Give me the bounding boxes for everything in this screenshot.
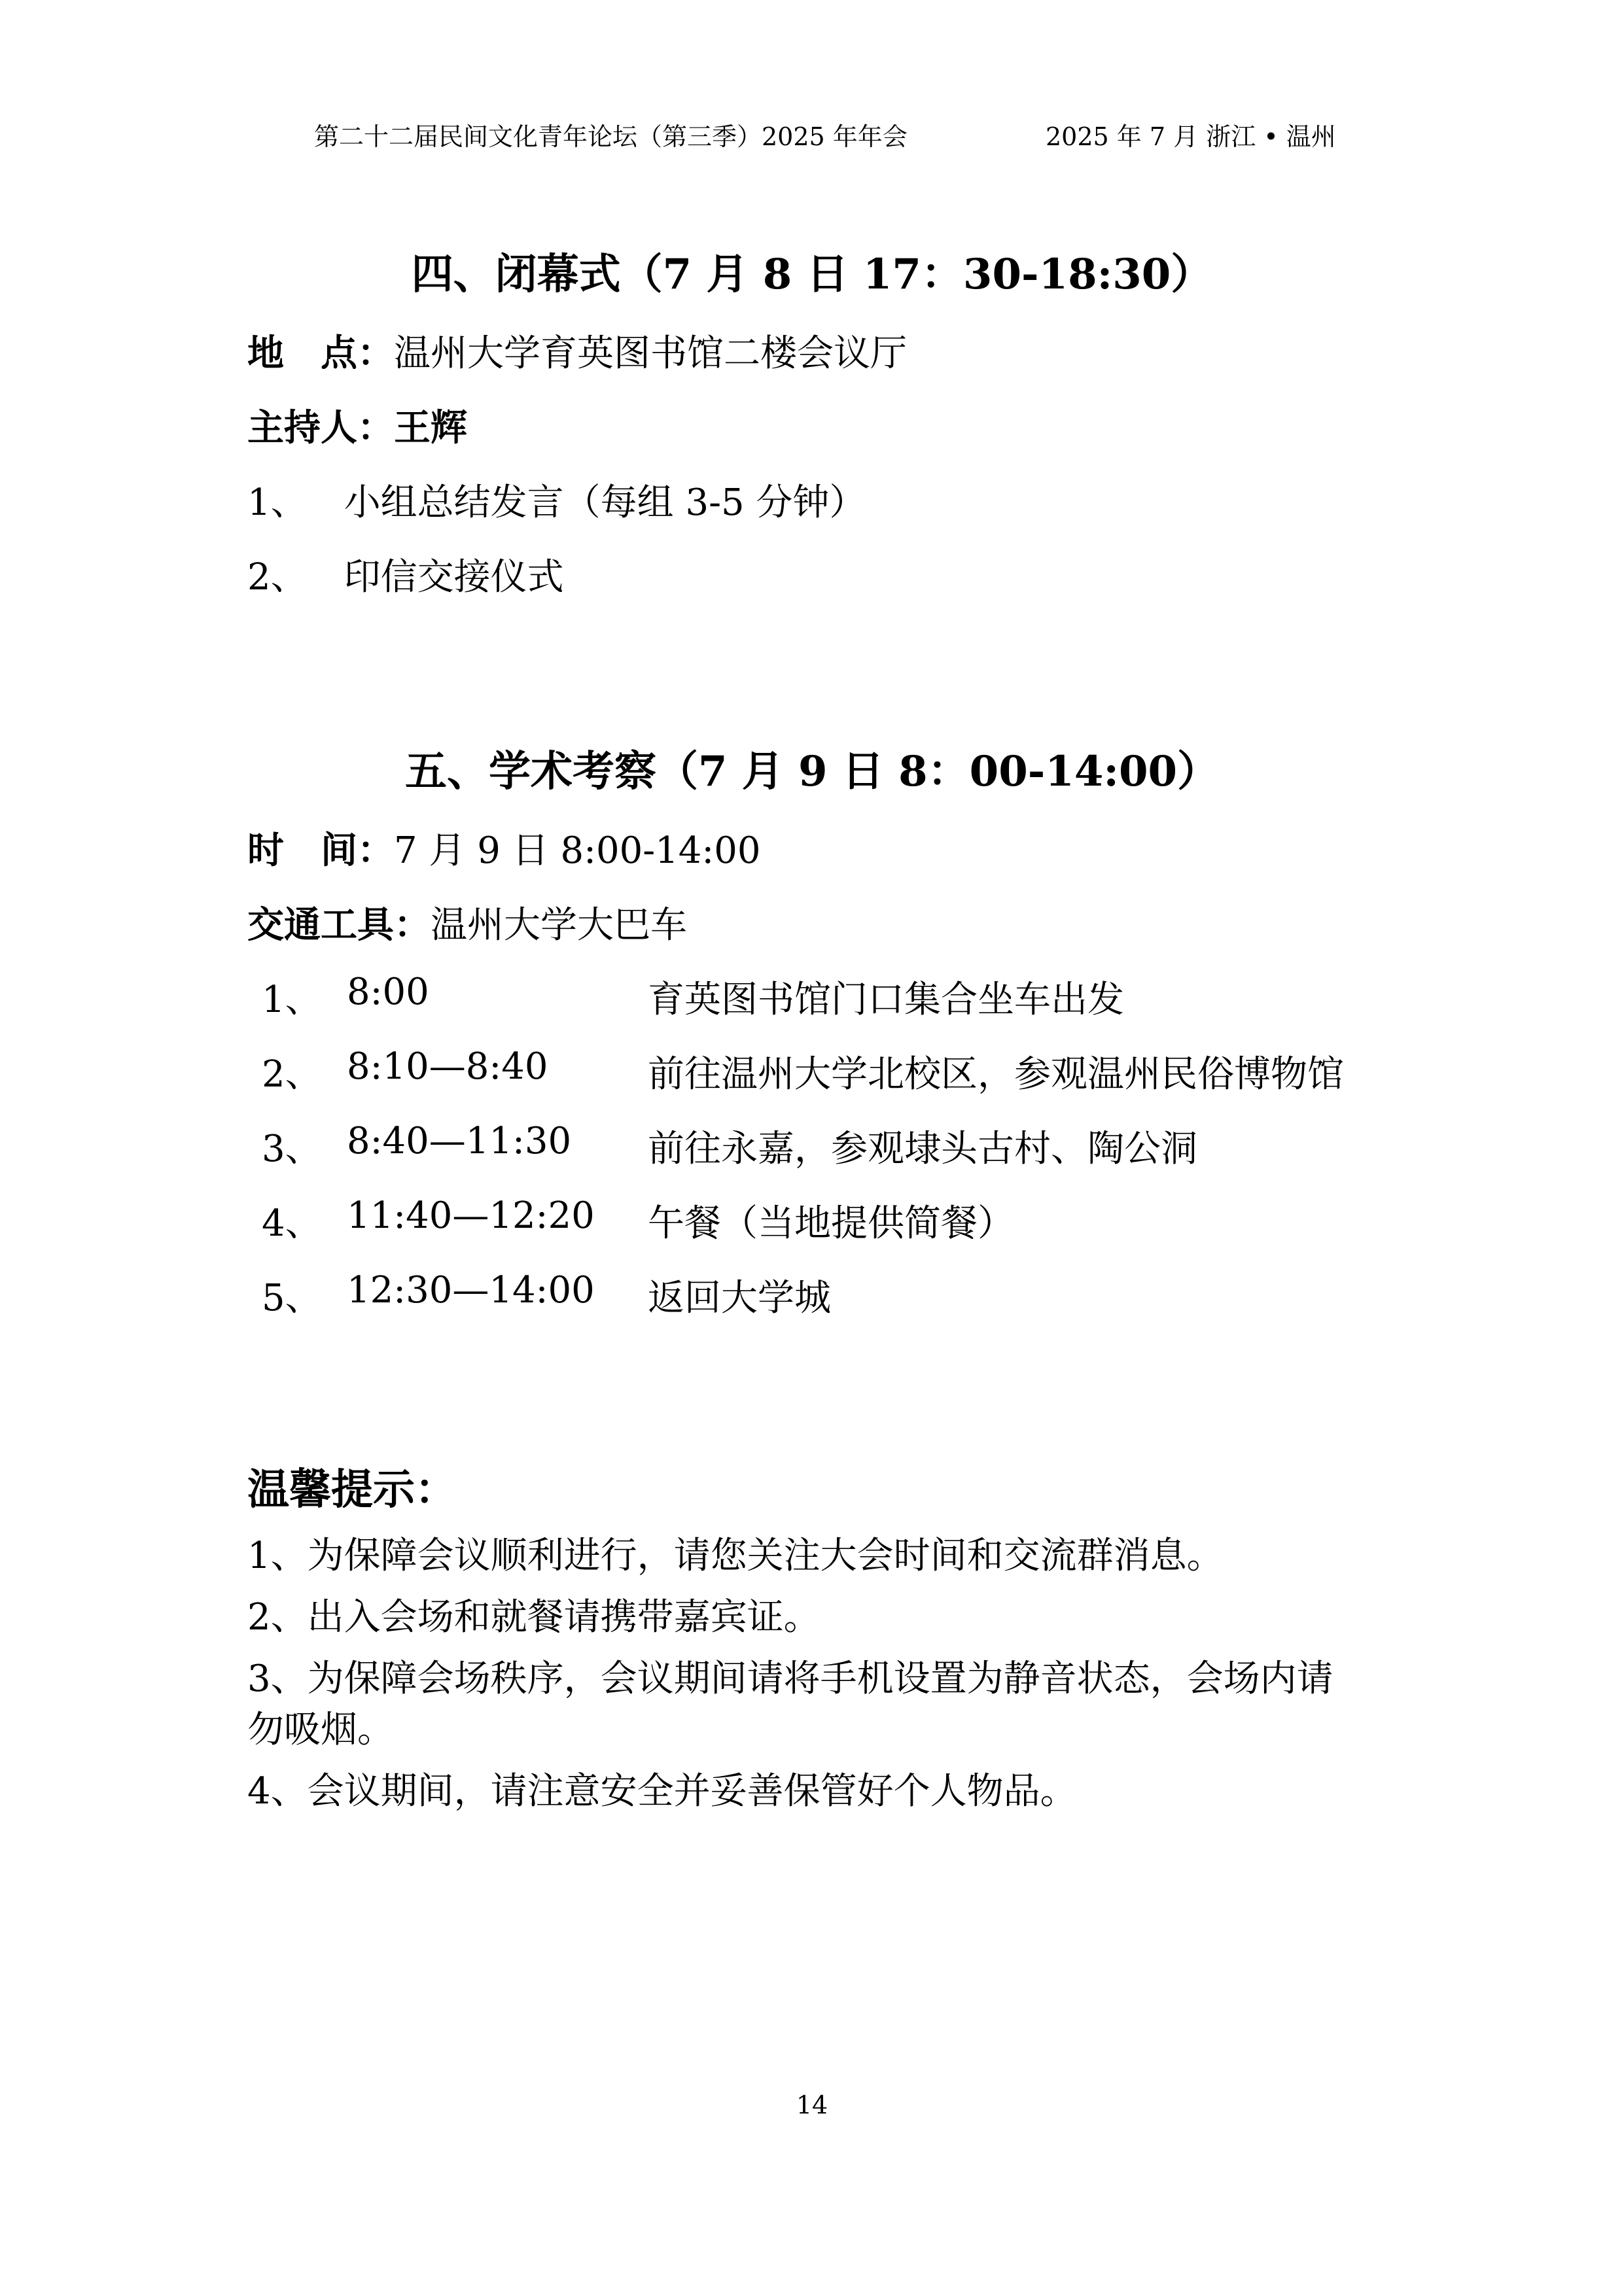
schedule-number: 3、 <box>262 1128 322 1170</box>
schedule-time: 8:00 <box>347 971 429 1013</box>
schedule-time: 11:40—12:20 <box>347 1194 595 1237</box>
schedule-time: 8:40—11:30 <box>347 1120 572 1162</box>
closing-location-label: 地 点： <box>247 332 394 375</box>
tip-item: 1、为保障会议顺利进行，请您关注大会时间和交流群消息。 <box>247 1535 1224 1577</box>
schedule-time: 12:30—14:00 <box>347 1269 595 1312</box>
schedule-number: 4、 <box>262 1202 322 1245</box>
tip-item: 2、出入会场和就餐请携带嘉宾证。 <box>247 1596 821 1639</box>
closing-host-row <box>247 399 467 451</box>
closing-item-text: 印信交接仪式 <box>344 556 564 599</box>
closing-item-number: 2、 <box>247 556 308 599</box>
schedule-description: 前往永嘉，参观埭头古村、陶公洞 <box>648 1128 1197 1170</box>
field-trip-transport-row <box>247 896 687 948</box>
field-trip-time-label: 时 间： <box>247 829 394 872</box>
closing-item-1 <box>247 474 866 526</box>
header-date-location: 2025 年 7 月 浙江 • 温州 <box>1046 122 1336 151</box>
closing-location-value: 温州大学育英图书馆二楼会议厅 <box>394 332 907 375</box>
schedule-number: 5、 <box>262 1277 322 1319</box>
tip-item: 3、为保障会场秩序，会议期间请将手机设置为静音状态，会场内请 <box>247 1658 1333 1700</box>
header-title: 第二十二届民间文化青年论坛（第三季）2025 年年会 <box>314 122 908 151</box>
closing-item-2 <box>247 548 564 600</box>
field-trip-time-value: 7 月 9 日 8:00-14:00 <box>394 829 761 872</box>
field-trip-transport-label: 交通工具： <box>247 903 431 947</box>
tip-item: 4、会议期间，请注意安全并妥善保管好个人物品。 <box>247 1770 1077 1813</box>
schedule-number: 2、 <box>262 1053 322 1096</box>
schedule-description: 前往温州大学北校区，参观温州民俗博物馆 <box>648 1053 1344 1096</box>
closing-host-label: 主持人： <box>247 406 394 449</box>
closing-section-title: 四、闭幕式（7 月 8 日 17：30-18:30） <box>411 250 1213 299</box>
tip-item-continuation: 勿吸烟。 <box>247 1709 394 1751</box>
closing-item-number: 1、 <box>247 481 308 524</box>
tips-title: 温馨提示： <box>247 1465 457 1514</box>
schedule-description: 午餐（当地提供简餐） <box>648 1202 1014 1245</box>
schedule-number: 1、 <box>262 979 322 1021</box>
closing-item-text: 小组总结发言（每组 3-5 分钟） <box>344 481 866 524</box>
field-trip-time-row <box>247 822 761 874</box>
field-trip-transport-value: 温州大学大巴车 <box>431 904 687 947</box>
page-number: 14 <box>796 2091 828 2119</box>
closing-host-value: 王辉 <box>394 406 467 449</box>
schedule-description: 返回大学城 <box>648 1277 831 1319</box>
field-trip-section-title: 五、学术考察（7 月 9 日 8：00-14:00） <box>404 747 1220 796</box>
schedule-description: 育英图书馆门口集合坐车出发 <box>648 979 1124 1021</box>
closing-location-row <box>247 324 907 377</box>
schedule-time: 8:10—8:40 <box>347 1045 548 1088</box>
